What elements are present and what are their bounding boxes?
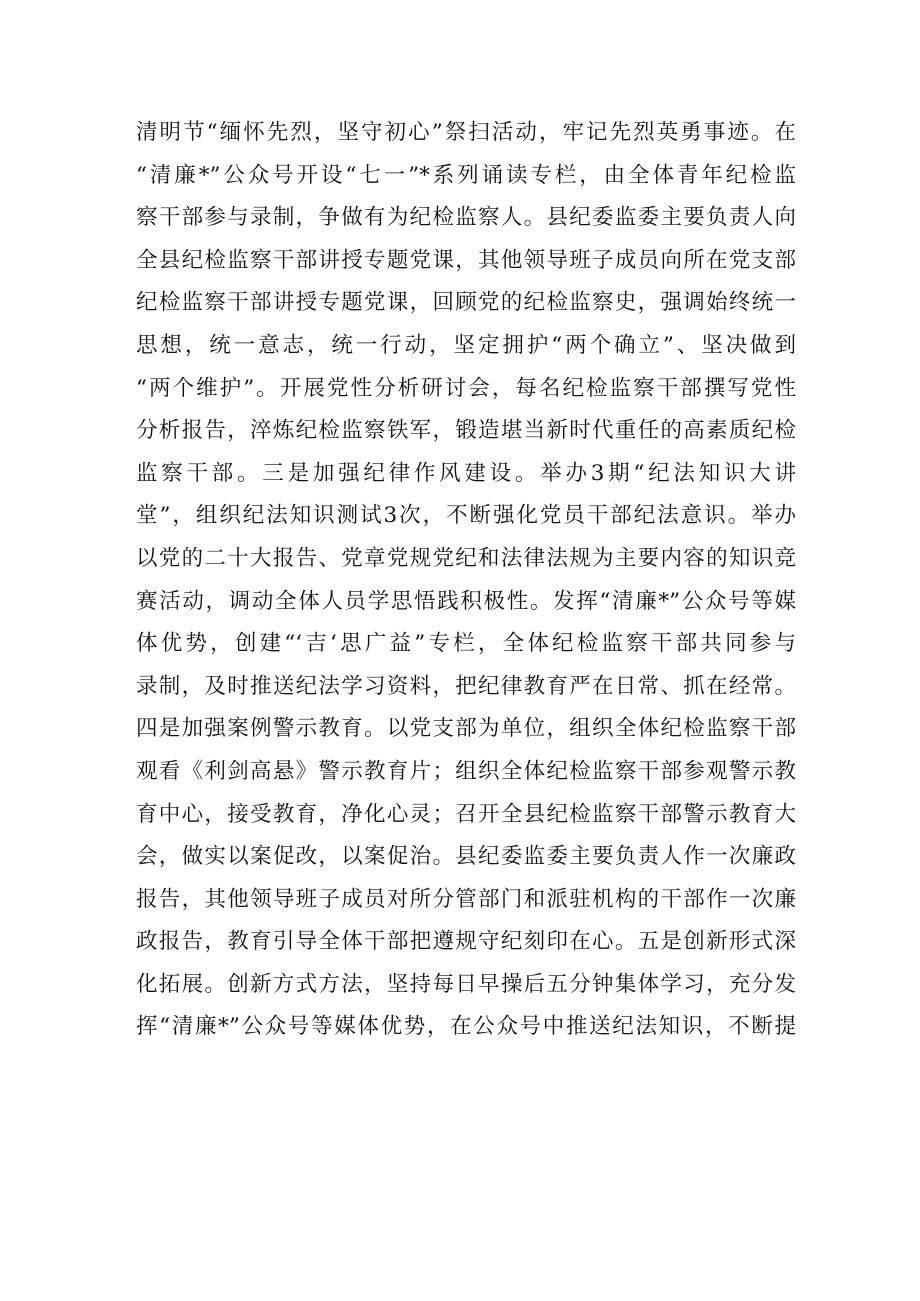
text-line: 全县纪检监察干部讲授专题党课，其他领导班子成员向所在党支部 (136, 247, 796, 273)
text-line: “清廉*”公众号开设“七一”*系列诵读专栏，由全体青年纪检监 (136, 162, 796, 188)
text-line: 体优势，创建“‘吉‘思广益”专栏，全体纪检监察干部共同参与 (136, 631, 796, 657)
text-line: 清明节“缅怀先烈，坚守初心”祭扫活动，牢记先烈英勇事迹。在 (136, 120, 796, 145)
text-line: 纪检监察干部讲授专题党课，回顾党的纪检监察史，强调始终统一 (136, 290, 796, 316)
text-line: 四是加强案例警示教育。以党支部为单位，组织全体纪检监察干部 (136, 716, 796, 742)
text-line: 思想，统一意志，统一行动，坚定拥护“两个确立”、坚决做到 (136, 332, 796, 358)
text-line: 录制，及时推送纪法学习资料，把纪律教育严在日常、抓在经常。 (136, 673, 796, 699)
text-line: “两个维护”。开展党性分析研讨会，每名纪检监察干部撰写党性 (136, 375, 796, 401)
text-line: 分析报告，淬炼纪检监察铁军，锻造堪当新时代重任的高素质纪检 (136, 418, 796, 444)
text-line: 报告，其他领导班子成员对所分管部门和派驻机构的干部作一次廉 (136, 886, 796, 912)
text-line: 会，做实以案促改，以案促治。县纪委监委主要负责人作一次廉政 (136, 844, 796, 870)
text-line: 化拓展。创新方式方法，坚持每日早操后五分钟集体学习，充分发 (136, 971, 796, 997)
text-line: 察干部参与录制，争做有为纪检监察人。县纪委监委主要负责人向 (136, 205, 796, 231)
text-line: 育中心，接受教育，净化心灵；召开全县纪检监察干部警示教育大 (136, 801, 796, 827)
body-text (136, 112, 796, 1049)
text-line: 赛活动，调动全体人员学思悟践积极性。发挥“清廉*”公众号等媒 (136, 588, 796, 614)
text-line: 堂”，组织纪法知识测试3次，不断强化党员干部纪法意识。举办 (136, 503, 796, 529)
text-line: 以党的二十大报告、党章党规党纪和法律法规为主要内容的知识竞 (136, 545, 796, 571)
text-line: 挥“清廉*”公众号等媒体优势，在公众号中推送纪法知识，不断提 (136, 1014, 796, 1040)
text-line: 观看《利剑高悬》警示教育片；组织全体纪检监察干部参观警示教 (136, 758, 796, 784)
text-line: 监察干部。三是加强纪律作风建设。举办3期“纪法知识大讲 (136, 460, 796, 486)
text-line: 政报告，教育引导全体干部把遵规守纪刻印在心。五是创新形式深 (136, 929, 796, 955)
